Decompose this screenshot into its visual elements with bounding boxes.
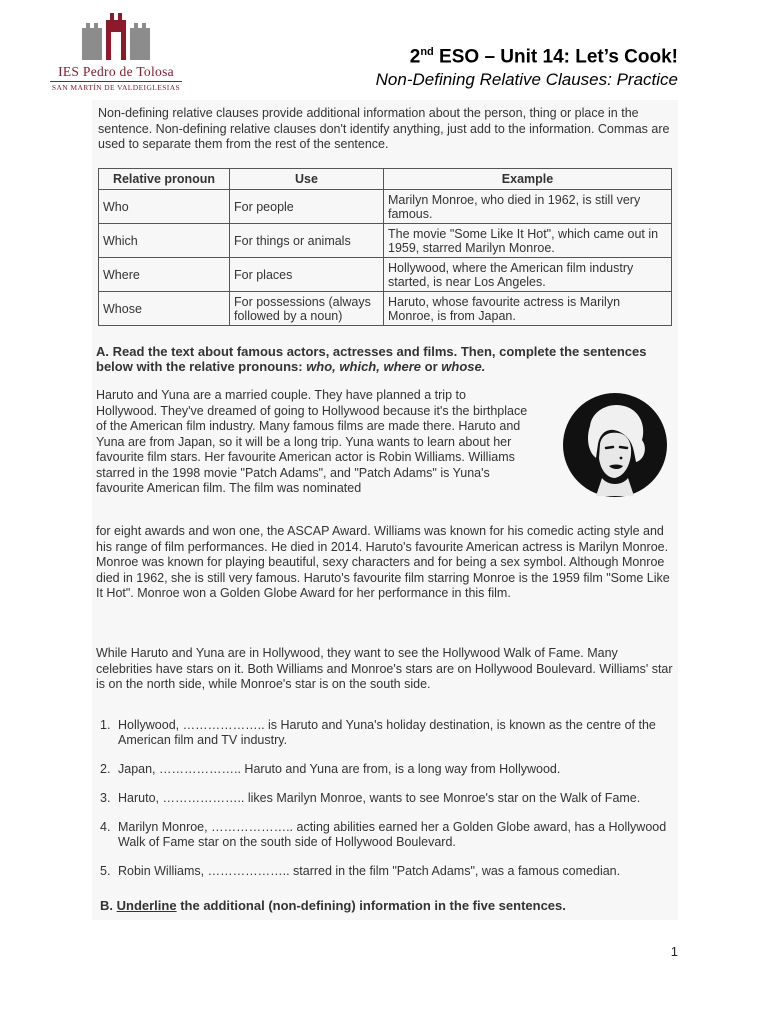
story-paragraph-1-top: Haruto and Yuna are a married couple. They have planned a trip to Hollywood. They've dreamed of going to Hollywood because it's the birthplace of the American film industry. Many famous films are made there. Haruto and Yuna are from Japan, so it will be a long trip. Yuna wants to learn about her favourite film stars. Her favourite American actor is Robin Williams. Williams starred in the 1998 movie "Patch Adams", and "Patch Adams" is Yuna's favourite American film. The film was nominated [96,388,528,495]
section-a-instructions: A. Read the text about famous actors, actresses and films. Then, complete the sentences below with the relative pronouns: who, which, where or whose. [96,344,647,374]
intro-paragraph: Non-defining relative clauses provide additional information about the person, thing or place in the sentence. Non-defining relative clauses don't identify anything, just add to the information. Commas are used to separate them from the rest of the sentence. [98,106,670,151]
table-row [99,292,672,326]
page-number: 1 [670,944,678,959]
table-row [99,258,672,292]
table-cell: Which [99,224,230,258]
school-name: IES Pedro de Tolosa [58,64,174,79]
table-cell: For people [230,190,384,224]
table-row [99,224,672,258]
castle-towers-icon [80,10,152,62]
list-item: 3. Haruto, ……………….. likes Marilyn Monroe, wants to see Monroe's star on the Walk of Fame. [100,791,641,805]
table-cell: Who [99,190,230,224]
table-cell: For places [230,258,384,292]
table-header-row [99,169,672,190]
list-item: 4. Marilyn Monroe, ……………….. acting abilities earned her a Golden Globe award, has a Hollywood Walk of Fame star on the south side of Hollywood Boulevard. [100,820,667,849]
relative-pronoun-table [98,168,672,326]
page-subtitle: Non-Defining Relative Clauses: Practice [375,70,678,89]
table-cell: The movie "Some Like It Hot", which came out in 1959, starred Marilyn Monroe. [384,224,672,258]
question-list [100,718,676,893]
table-cell: Haruto, whose favourite actress is Marilyn Monroe, is from Japan. [384,292,672,326]
school-logo [48,10,184,90]
list-item: 5. Robin Williams, ……………….. starred in the film "Patch Adams", was a famous comedian. [100,864,621,878]
table-header: Use [230,169,384,190]
logo-divider [50,81,182,82]
table-header: Example [384,169,672,190]
table-cell: Marilyn Monroe, who died in 1962, is still very famous. [384,190,672,224]
school-place: SAN MARTÍN DE VALDEIGLESIAS [51,83,181,92]
story-paragraph-1-bottom: for eight awards and won one, the ASCAP Award. Williams was known for his comedic acting style and his range of film performances. He died in 2014. Haruto's favourite American actress is Marilyn Monroe. Monroe was known for playing beautiful, sexy characters and for being a sex symbol. Although Monroe died in 1962, she is still very famous. Haruto's favourite film starring Monroe is the 1959 film "Some Like It Hot". Monroe won a Golden Globe Award for her performance in this film. [96,524,670,600]
table-cell: Where [99,258,230,292]
table-row [99,190,672,224]
list-item: 1. Hollywood, ……………….. is Haruto and Yuna's holiday destination, is known as the centre of the American film and TV industry. [100,718,656,747]
story-paragraph-2: While Haruto and Yuna are in Hollywood, they want to see the Hollywood Walk of Fame. Many celebrities have stars on it. Both Williams and Monroe's stars are on Hollywood Boulevard. Williams' star is on the north side, while Monroe's star is on the south side. [96,646,673,691]
list-item: 2. Japan, ……………….. Haruto and Yuna are from, is a long way from Hollywood. [100,762,561,776]
section-b-instructions: B. Underline the additional (non-defining) information in the five sentences. [100,898,566,913]
page-title: 2nd ESO – Unit 14: Let’s Cook! [409,46,678,68]
table-cell: Whose [99,292,230,326]
table-cell: For possessions (always followed by a noun) [230,292,384,326]
marilyn-monroe-portrait-icon [562,392,668,498]
table-cell: For things or animals [230,224,384,258]
table-header: Relative pronoun [99,169,230,190]
table-cell: Hollywood, where the American film industry started, is near Los Angeles. [384,258,672,292]
